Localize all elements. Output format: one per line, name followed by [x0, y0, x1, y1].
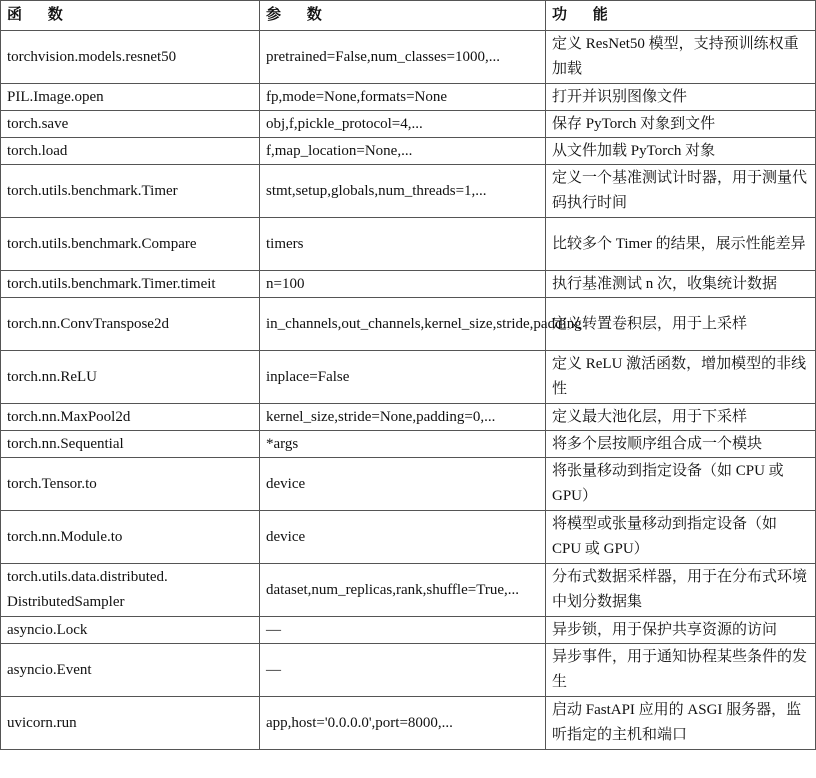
params-cell: f,map_location=None,... [260, 138, 546, 165]
function-cell: asyncio.Event [1, 644, 260, 697]
description-cell: 保存 PyTorch 对象到文件 [546, 111, 816, 138]
description-cell: 执行基准测试 n 次，收集统计数据 [546, 271, 816, 298]
table-row [1, 644, 816, 697]
header-description: 功 能 [546, 1, 816, 31]
table-row [1, 458, 816, 511]
description-cell: 异步锁，用于保护共享资源的访问 [546, 617, 816, 644]
params-cell: dataset,num_replicas,rank,shuffle=True,... [260, 564, 546, 617]
table-row [1, 697, 816, 750]
params-cell: timers [260, 218, 546, 271]
description-cell: 将模型或张量移动到指定设备（如 CPU 或 GPU） [546, 511, 816, 564]
description-cell: 将多个层按顺序组合成一个模块 [546, 431, 816, 458]
description-cell: 定义一个基准测试计时器，用于测量代码执行时间 [546, 165, 816, 218]
table-row [1, 511, 816, 564]
table-row [1, 138, 816, 165]
description-cell: 比较多个 Timer 的结果，展示性能差异 [546, 218, 816, 271]
params-cell: *args [260, 431, 546, 458]
description-cell: 定义 ResNet50 模型，支持预训练权重加载 [546, 31, 816, 84]
table-row [1, 351, 816, 404]
description-cell: 定义转置卷积层，用于上采样 [546, 298, 816, 351]
function-cell: asyncio.Lock [1, 617, 260, 644]
params-cell: n=100 [260, 271, 546, 298]
table-header-row [1, 1, 816, 31]
header-function: 函 数 [1, 1, 260, 31]
params-cell: — [260, 617, 546, 644]
params-cell: pretrained=False,num_classes=1000,... [260, 31, 546, 84]
description-cell: 异步事件，用于通知协程某些条件的发生 [546, 644, 816, 697]
params-cell: — [260, 644, 546, 697]
function-cell: torch.save [1, 111, 260, 138]
function-cell: torch.Tensor.to [1, 458, 260, 511]
function-cell: torch.utils.benchmark.Timer [1, 165, 260, 218]
description-cell: 将张量移动到指定设备（如 CPU 或 GPU） [546, 458, 816, 511]
header-params: 参 数 [260, 1, 546, 31]
params-cell: inplace=False [260, 351, 546, 404]
description-cell: 定义最大池化层，用于下采样 [546, 404, 816, 431]
description-cell: 定义 ReLU 激活函数，增加模型的非线性 [546, 351, 816, 404]
function-cell: torch.nn.MaxPool2d [1, 404, 260, 431]
table-row [1, 564, 816, 617]
function-cell: torch.utils.data.distributed.DistributedSampler [1, 564, 260, 617]
table-row [1, 271, 816, 298]
function-cell: torch.nn.ReLU [1, 351, 260, 404]
function-cell: torch.utils.benchmark.Timer.timeit [1, 271, 260, 298]
table-row [1, 218, 816, 271]
description-cell: 启动 FastAPI 应用的 ASGI 服务器，监听指定的主机和端口 [546, 697, 816, 750]
table-row [1, 431, 816, 458]
table-row [1, 111, 816, 138]
params-cell: device [260, 511, 546, 564]
params-cell: obj,f,pickle_protocol=4,... [260, 111, 546, 138]
description-cell: 从文件加载 PyTorch 对象 [546, 138, 816, 165]
params-cell: in_channels,out_channels,kernel_size,stride,padding [260, 298, 546, 351]
params-cell: kernel_size,stride=None,padding=0,... [260, 404, 546, 431]
function-cell: torch.nn.Sequential [1, 431, 260, 458]
table-row [1, 617, 816, 644]
table-row [1, 84, 816, 111]
params-cell: stmt,setup,globals,num_threads=1,... [260, 165, 546, 218]
description-cell: 分布式数据采样器，用于在分布式环境中划分数据集 [546, 564, 816, 617]
description-cell: 打开并识别图像文件 [546, 84, 816, 111]
function-cell: torch.nn.ConvTranspose2d [1, 298, 260, 351]
function-cell: torch.utils.benchmark.Compare [1, 218, 260, 271]
function-cell: torch.nn.Module.to [1, 511, 260, 564]
params-cell: device [260, 458, 546, 511]
function-cell: PIL.Image.open [1, 84, 260, 111]
table-row [1, 298, 816, 351]
table-row [1, 165, 816, 218]
table-row [1, 31, 816, 84]
table-row [1, 404, 816, 431]
function-cell: torch.load [1, 138, 260, 165]
params-cell: fp,mode=None,formats=None [260, 84, 546, 111]
function-cell: uvicorn.run [1, 697, 260, 750]
params-cell: app,host='0.0.0.0',port=8000,... [260, 697, 546, 750]
function-cell: torchvision.models.resnet50 [1, 31, 260, 84]
